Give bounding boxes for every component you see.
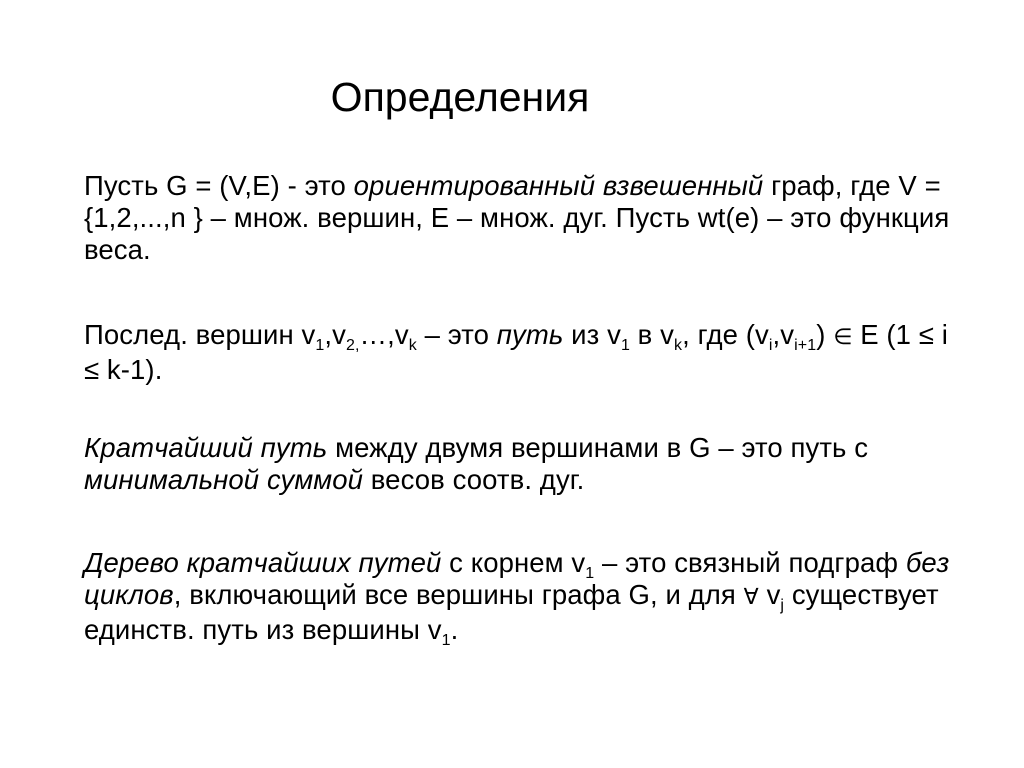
paragraph-shortest-path [84, 432, 964, 496]
p3-italic-phrase: минимальной суммой [84, 464, 364, 495]
p2-text-i: ,v [772, 319, 795, 350]
p2-sub-1: 1 [315, 337, 325, 354]
p4-sub-j: j [780, 597, 785, 614]
paragraph-shortest-path-tree [84, 547, 964, 649]
p2-text-c: …,v [359, 319, 409, 350]
p4-sub-vertex: 1 [441, 632, 451, 649]
p3-text-d: весов соотв. дуг. [363, 464, 585, 495]
forall-symbol: ∀ [743, 585, 759, 610]
p2-sub-from: 1 [620, 337, 630, 354]
p2-sub-2: 2, [345, 337, 360, 354]
p2-text-j: ) [816, 319, 834, 350]
p2-text-f: из v [563, 319, 621, 350]
element-of-symbol: ∈ [833, 325, 853, 350]
p2-text-h: , где (v [682, 319, 769, 350]
p2-sub-i-plus-1: i+1 [794, 337, 817, 354]
p2-sub-to: k [673, 337, 683, 354]
paragraph-path-definition [84, 319, 964, 386]
p2-text-b: ,v [324, 319, 346, 350]
slide-title-text: Определения [330, 74, 590, 120]
p1-text-a: Пусть G = (V,E) - это [84, 170, 354, 201]
p2-sub-k: k [408, 337, 417, 354]
p2-text-d: – это [416, 319, 497, 350]
p4-text-i: . [450, 614, 459, 645]
p4-text-c: с корнем v [441, 547, 586, 578]
slide-title [0, 72, 1024, 122]
p4-italic-phrase: без циклов [84, 547, 950, 610]
p1-italic-term: ориентированный взвешенный [353, 170, 764, 201]
p4-text-f: , включающий все вершины графа G, и для [173, 579, 744, 610]
p4-sub-root: 1 [585, 565, 595, 582]
paragraph-graph-definition [84, 170, 964, 266]
p2-text-g: в v [629, 319, 674, 350]
p3-text-b: между двумя вершинами в G – это путь с [327, 432, 869, 463]
p2-text-k: E (1 ≤ i ≤ k-1). [84, 319, 948, 385]
p2-italic-term: путь [496, 319, 564, 350]
p2-text-a: Послед. вершин v [84, 319, 316, 350]
p4-text-d: – это связный подграф [594, 547, 906, 578]
p3-italic-term: Кратчайший путь [84, 432, 328, 463]
p4-text-g: v [758, 579, 781, 610]
p1-text-c: граф, где V = {1,2,...,n } – множ. вершин, E – множ. дуг. Пусть wt(e) – это функция веса. [84, 170, 950, 265]
p2-sub-i: i [768, 337, 773, 354]
p4-italic-term: Дерево кратчайших путей [84, 547, 442, 578]
p4-text-h: существует единств. путь из вершины v [84, 579, 939, 645]
